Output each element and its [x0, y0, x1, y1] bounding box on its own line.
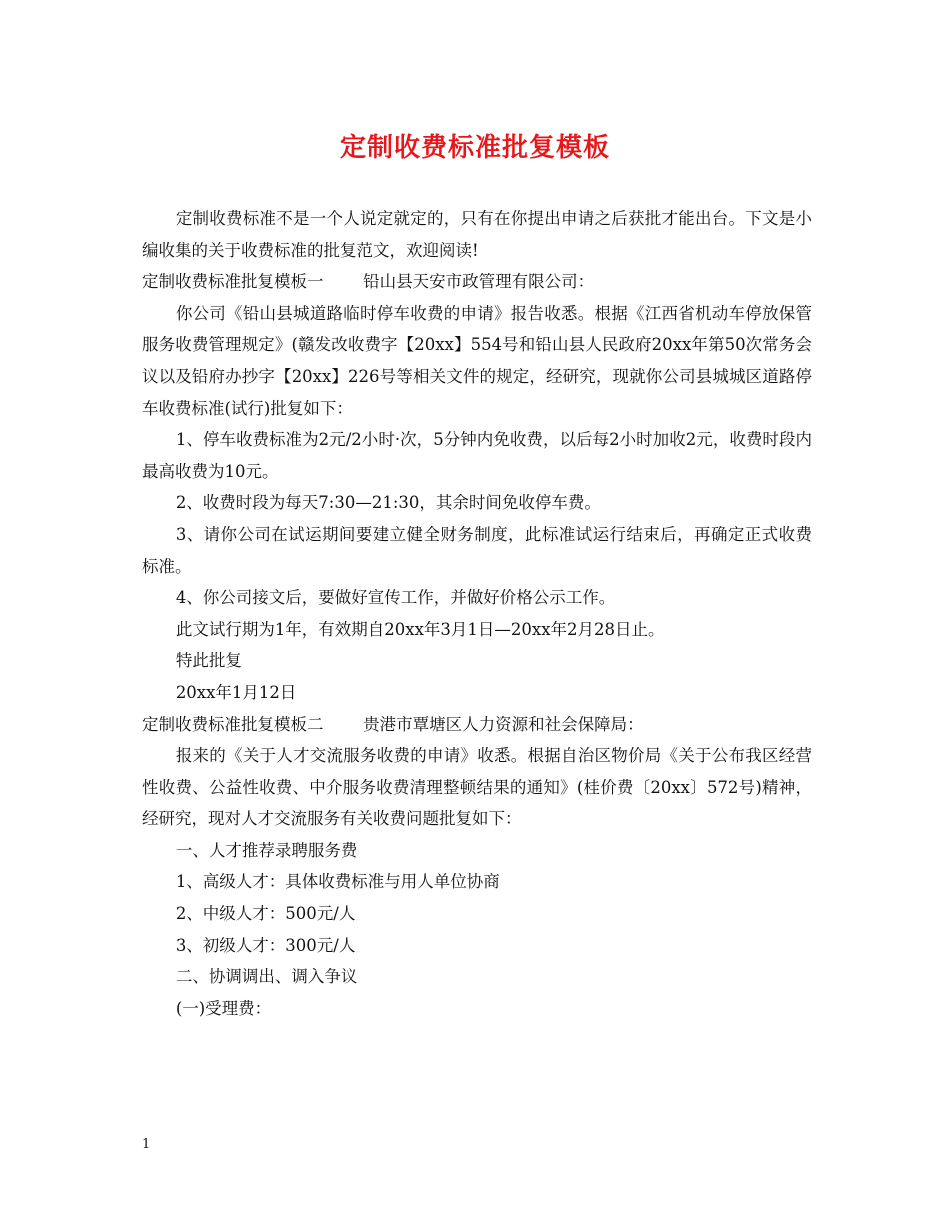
template2-section-1: 一、人才推荐录聘服务费 [175, 840, 358, 860]
intro-paragraph: 定制收费标准不是一个人说定就定的，只有在你提出申请之后获批才能出台。下文是小编收集的关于收费标准的批复范文，欢迎阅读! [142, 209, 812, 260]
page-number: 1 [142, 1137, 151, 1152]
template2-heading-line [142, 709, 812, 741]
template2-subsection-1: (一)受理费： [175, 998, 272, 1018]
template1-validity: 此文试行期为1年，有效期自20xx年3月1日—20xx年2月28日止。 [175, 619, 665, 639]
template1-date: 20xx年1月12日 [175, 682, 297, 702]
document-body [142, 203, 812, 1024]
template1-item-1: 1、停车收费标准为2元/2小时·次，5分钟内免收费，以后每2小时加收2元，收费时段内最高收费为10元。 [142, 430, 812, 481]
template1-item-3: 3、请你公司在试运期间要建立健全财务制度，此标准试运行结束后，再确定正式收费标准。 [142, 524, 812, 576]
template2-section-1-item-2: 2、中级人才：500元/人 [175, 904, 356, 924]
template2-recipient: 贵港市覃塘区人力资源和社会保障局： [363, 714, 644, 734]
template2-section-2: 二、协调调出、调入争议 [175, 967, 358, 987]
template1-heading-line [142, 266, 812, 298]
template2-section-1-item-1: 1、高级人才：具体收费标准与用人单位协商 [175, 872, 500, 892]
template1-closing: 特此批复 [175, 651, 242, 671]
template1-item-2: 2、收费时段为每天7:30—21:30，其余时间免收停车费。 [175, 493, 601, 513]
template1-heading: 定制收费标准批复模板一 [142, 272, 324, 292]
template2-heading: 定制收费标准批复模板二 [142, 714, 324, 734]
template1-paragraph: 你公司《铅山县城道路临时停车收费的申请》报告收悉。根据《江西省机动车停放保管服务收费管理规定》(赣发改收费字【20xx】554号和铅山县人民政府20xx年第50次常务会议以及铅府办抄字【20xx】226号等相关文件的规定，经研究，现就你公司县城城区道路停车收费标准(试行)批复如下： [142, 303, 812, 418]
template1-item-4: 4、你公司接文后，要做好宣传工作，并做好价格公示工作。 [175, 588, 616, 608]
template2-section-1-item-3: 3、初级人才：300元/人 [175, 935, 356, 955]
document-title: 定制收费标准批复模板 [339, 133, 610, 163]
template1-recipient: 铅山县天安市政管理有限公司： [363, 272, 595, 292]
template2-paragraph: 报来的《关于人才交流服务收费的申请》收悉。根据自治区物价局《关于公布我区经营性收费、公益性收费、中介服务收费清理整顿结果的通知》(桂价费〔20xx〕572号)精神，经研究，现对人才交流服务有关收费问题批复如下： [142, 746, 812, 829]
